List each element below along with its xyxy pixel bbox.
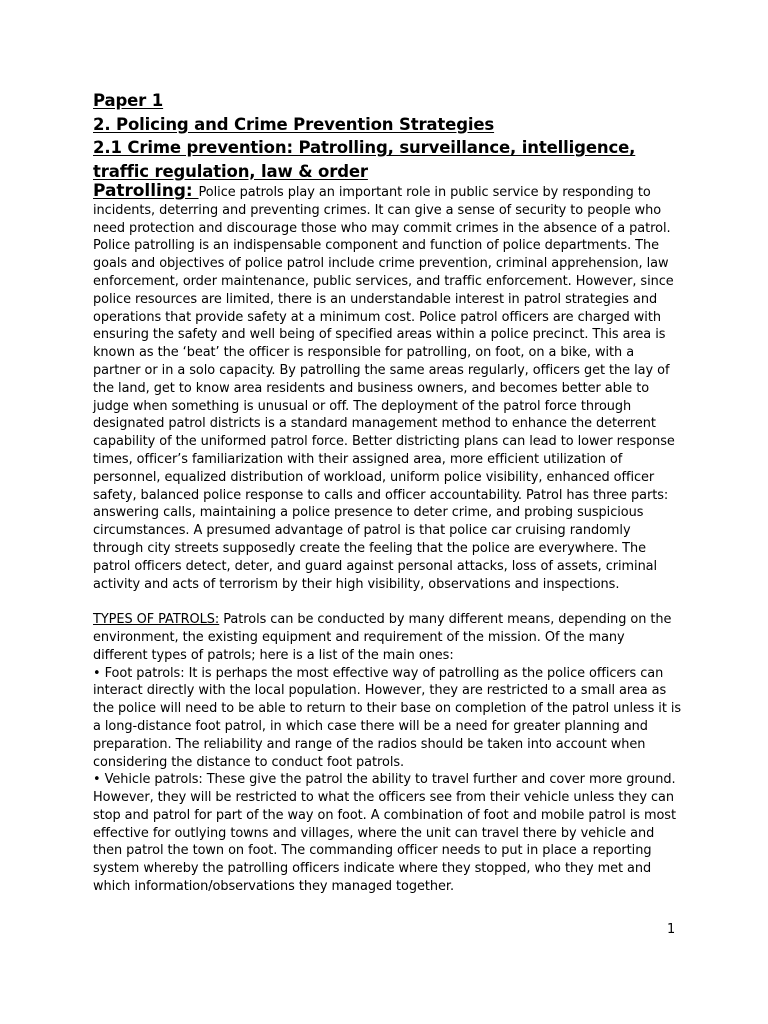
paragraph-gap xyxy=(93,593,683,611)
patrolling-text: Police patrols play an important role in public service by responding to incidents, deterring and preventing crimes. It can give a sense of security to people who need protection and discourage those who may commit crimes in the absence of a patrol. Police patrolling is an indispensable component and function of police departments. The goals and objectives of police patrol include crime prevention, criminal apprehension, law enforcement, order maintenance, public services, and traffic enforcement. However, since police resources are limited, there is an understandable interest in patrol strategies and operations that provide safety at a minimum cost. Police patrol officers are charged with ensuring the safety and well being of specified areas within a police precinct. This area is known as the ‘beat’ the officer is responsible for patrolling, on foot, on a bike, with a partner or in a solo capacity. By patrolling the same areas regularly, officers get the lay of the land, get to know area residents and business owners, and becomes better able to judge when something is unusual or off. The deployment of the patrol force through designated patrol districts is a standard management method to enhance the deterrent capability of the uniformed patrol force. Better districting plans can lead to lower response times, officer’s familiarization with their assigned area, more efficient utilization of personnel, equalized distribution of workload, uniform police visibility, enhanced officer safety, balanced police response to calls and officer accountability. Patrol has three parts: answering calls, maintaining a police presence to deter crime, and probing suspicious circumstances. A presumed advantage of patrol is that police car cruising randomly through city streets supposedly create the feeling that the police are everywhere. The patrol officers detect, deter, and guard against personal attacks, loss of assets, criminal activity and acts of terrorism by their high visibility, observations and inspections. xyxy=(93,185,675,592)
list-item xyxy=(93,771,683,896)
subsection-heading: 2.1 Crime prevention: Patrolling, surveillance, intelligence, traffic regulation, law & order xyxy=(93,138,636,181)
types-lead: TYPES OF PATROLS: xyxy=(93,612,220,628)
bullet-icon: • xyxy=(93,772,101,788)
types-paragraph xyxy=(93,611,683,664)
foot-patrols-text: Foot patrols: It is perhaps the most effective way of patrolling as the police officers can interact directly with the local population. However, they are restricted to a small area as the police will need to be able to return to their base on completion of the patrol unless it is a long-distance foot patrol, in which case there will be a need for greater planning and preparation. The reliability and range of the radios should be taken into account when considering the distance to conduct foot patrols. xyxy=(93,665,682,770)
vehicle-patrols-text: Vehicle patrols: These give the patrol the ability to travel further and cover more ground. However, they will be restricted to what the officers see from their vehicle unless they can stop and patrol for part of the way on foot. A combination of foot and mobile patrol is most effective for outlying towns and villages, where the unit can travel there by vehicle and then patrol the town on foot. The commanding officer needs to put in place a reporting system whereby the patrolling officers indicate where they stopped, who they met and which information/observations they managed together. xyxy=(93,772,676,895)
bullet-icon: • xyxy=(93,665,101,681)
paper-heading: Paper 1 xyxy=(93,91,164,110)
patrolling-lead: Patrolling: xyxy=(93,181,199,201)
list-item xyxy=(93,665,683,772)
patrolling-paragraph xyxy=(93,183,683,593)
page-number: 1 xyxy=(667,922,676,937)
document-page xyxy=(93,89,683,896)
section-heading: 2. Policing and Crime Prevention Strategies xyxy=(93,114,495,134)
types-text: Patrols can be conducted by many different means, depending on the environment, the existing equipment and requirement of the mission. Of the many different types of patrols; here is a list of the main ones: xyxy=(93,612,672,663)
